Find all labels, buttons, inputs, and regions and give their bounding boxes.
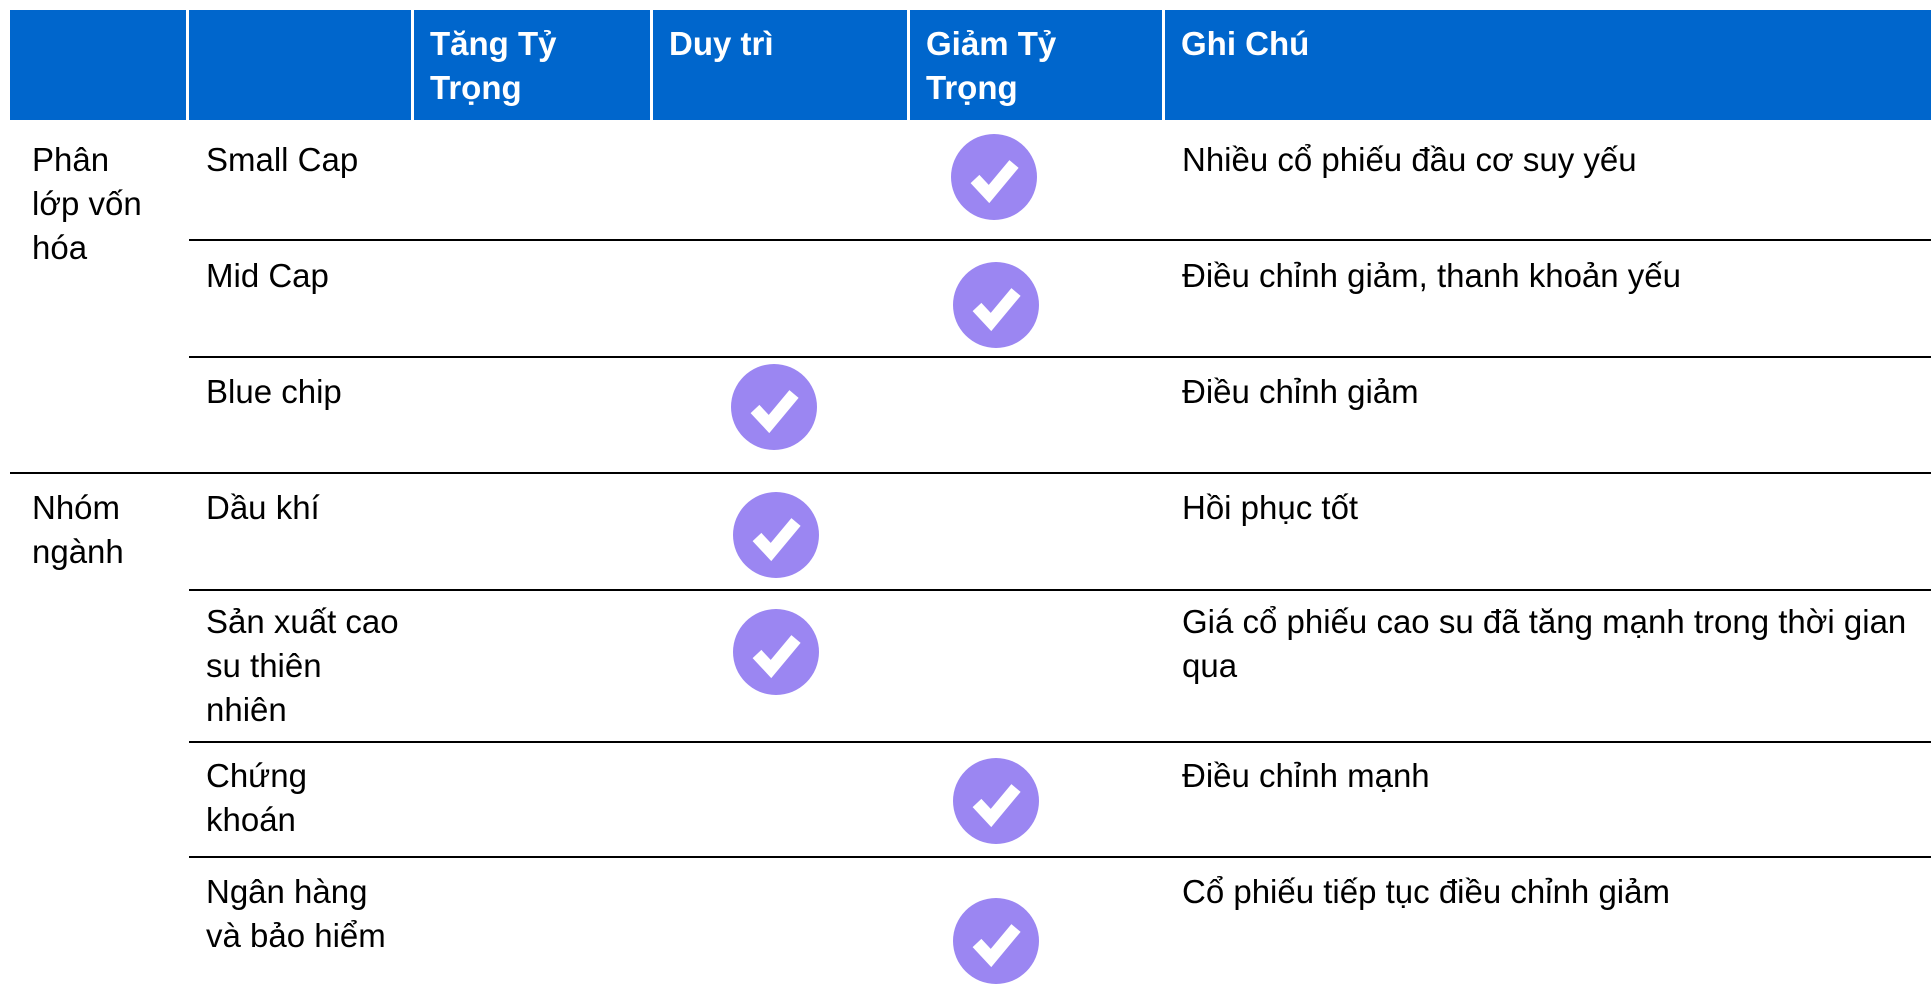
row-name: Small Cap — [206, 141, 359, 178]
row-divider — [189, 356, 1931, 358]
group-label: Nhóm ngành — [32, 489, 124, 570]
row-name: Chứng khoán — [206, 757, 307, 838]
check-icon — [733, 492, 819, 578]
row-note: Giá cổ phiếu cao su đã tăng mạnh trong thời gian qua — [1182, 603, 1907, 684]
row-note: Cổ phiếu tiếp tục điều chỉnh giảm — [1182, 873, 1670, 910]
group-label: Phân lớp vốn hóa — [32, 141, 142, 266]
row-note: Hồi phục tốt — [1182, 489, 1359, 526]
header-cell-note — [1165, 10, 1931, 120]
row-divider — [189, 239, 1931, 241]
row-note: Điều chỉnh mạnh — [1182, 757, 1430, 794]
check-icon — [953, 758, 1039, 844]
row-note: Nhiều cổ phiếu đầu cơ suy yếu — [1182, 141, 1637, 178]
row-name: Dầu khí — [206, 489, 320, 526]
row-name: Sản xuất cao su thiên nhiên — [206, 603, 399, 728]
header-cell-decrease — [910, 10, 1162, 120]
header-increase-label: Tăng Tỷ Trọng — [430, 25, 557, 106]
row-name: Mid Cap — [206, 257, 329, 294]
row-note: Điều chỉnh giảm, thanh khoản yếu — [1182, 257, 1681, 294]
check-icon — [953, 262, 1039, 348]
row-divider — [189, 589, 1931, 591]
row-name: Ngân hàng và bảo hiểm — [206, 873, 386, 954]
header-cell-maintain — [653, 10, 907, 120]
check-icon — [951, 134, 1037, 220]
row-divider — [189, 741, 1931, 743]
header-note-label: Ghi Chú — [1181, 25, 1310, 62]
header-decrease-label: Giảm Tỷ Trọng — [926, 25, 1057, 106]
row-note: Điều chỉnh giảm — [1182, 373, 1419, 410]
header-cell-item — [189, 10, 411, 120]
row-divider — [10, 472, 1931, 474]
row-name: Blue chip — [206, 373, 342, 410]
row-divider — [189, 856, 1931, 858]
header-cell-group — [10, 10, 186, 120]
check-icon — [953, 898, 1039, 984]
header-maintain-label: Duy trì — [669, 25, 774, 62]
check-icon — [731, 364, 817, 450]
header-cell-increase — [414, 10, 650, 120]
check-icon — [733, 609, 819, 695]
